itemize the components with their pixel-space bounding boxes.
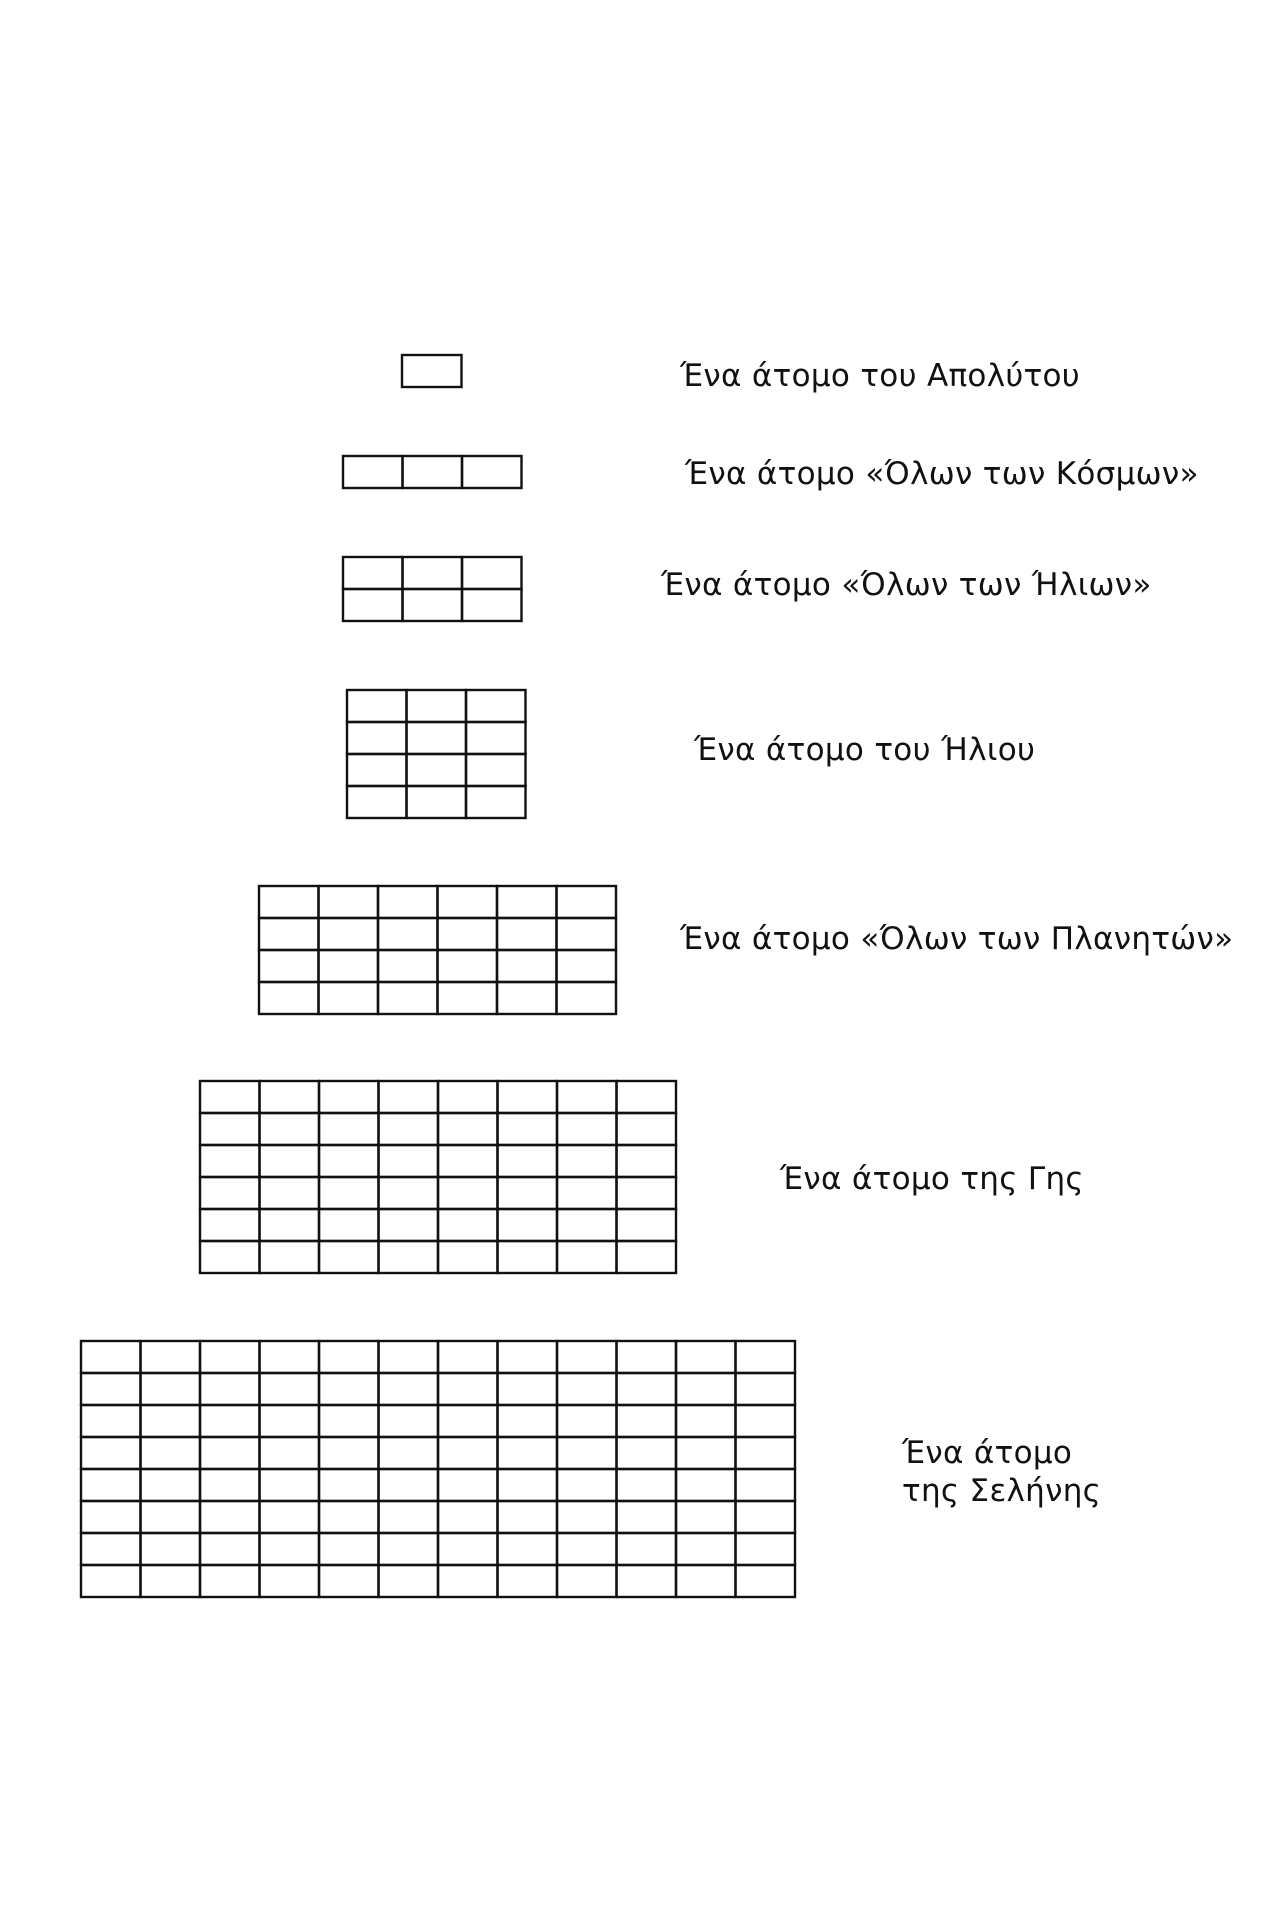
- grid-cell: [617, 1373, 677, 1405]
- grid-cell: [378, 886, 438, 918]
- label-atom-of-moon-line-1: Ένα άτομο: [902, 1435, 1073, 1471]
- grid-cell: [676, 1437, 736, 1469]
- grid-cell: [347, 786, 407, 818]
- grid-cell: [200, 1501, 260, 1533]
- grid-cell: [379, 1145, 439, 1177]
- grid-cell: [438, 1405, 498, 1437]
- grid-cell: [260, 1469, 320, 1501]
- grid-cell: [319, 1145, 379, 1177]
- grid-cell: [260, 1241, 320, 1273]
- grid-cell: [260, 1373, 320, 1405]
- grid-cell: [260, 1209, 320, 1241]
- grid-cell: [379, 1565, 439, 1597]
- grid-cell: [379, 1501, 439, 1533]
- grid-cell: [736, 1437, 796, 1469]
- grid-cell: [379, 1437, 439, 1469]
- grid-cell: [81, 1437, 141, 1469]
- grid-cell: [557, 1145, 617, 1177]
- grid-cell: [347, 722, 407, 754]
- grid-cell: [557, 1373, 617, 1405]
- grid-cell: [81, 1405, 141, 1437]
- grid-cell: [319, 918, 379, 950]
- label-atom-of-all-planets: Ένα άτομο «Όλων των Πλανητών»: [680, 921, 1234, 957]
- label-atom-of-absolute: Ένα άτομο του Απολύτου: [680, 358, 1081, 394]
- grid-cell: [736, 1405, 796, 1437]
- grid-cell: [557, 1533, 617, 1565]
- grid-cell: [498, 1373, 558, 1405]
- grid-cell: [498, 1437, 558, 1469]
- atom-grid-level-4: [347, 690, 526, 818]
- grid-cell: [438, 1501, 498, 1533]
- grid-cell: [557, 1177, 617, 1209]
- grid-cell: [141, 1341, 201, 1373]
- grid-cell: [141, 1437, 201, 1469]
- grid-cell: [736, 1373, 796, 1405]
- grid-cell: [200, 1113, 260, 1145]
- grid-cell: [141, 1405, 201, 1437]
- grid-cell: [557, 918, 617, 950]
- grid-cell: [259, 950, 319, 982]
- grid-cell: [141, 1501, 201, 1533]
- grid-cell: [81, 1469, 141, 1501]
- grid-cell: [319, 886, 379, 918]
- grid-cell: [617, 1565, 677, 1597]
- grid-cell: [259, 918, 319, 950]
- grid-cell: [498, 1501, 558, 1533]
- grid-cell: [498, 1113, 558, 1145]
- grid-cell: [462, 557, 522, 589]
- grid-cell: [319, 950, 379, 982]
- grid-cell: [260, 1501, 320, 1533]
- grid-cell: [200, 1469, 260, 1501]
- grid-cell: [438, 1469, 498, 1501]
- grid-cell: [347, 754, 407, 786]
- grid-cell: [438, 1241, 498, 1273]
- grid-cell: [200, 1177, 260, 1209]
- grid-cell: [438, 1145, 498, 1177]
- grid-cell: [403, 589, 463, 621]
- grid-cell: [498, 1405, 558, 1437]
- grid-cell: [438, 1209, 498, 1241]
- grid-cell: [379, 1405, 439, 1437]
- grid-cell: [319, 1113, 379, 1145]
- grid-cell: [403, 456, 463, 488]
- grid-cell: [736, 1469, 796, 1501]
- atom-grid-level-6: [200, 1081, 676, 1273]
- grid-cell: [497, 886, 557, 918]
- grid-cell: [557, 886, 617, 918]
- grid-cell: [498, 1241, 558, 1273]
- grid-cell: [81, 1501, 141, 1533]
- grid-cell: [319, 1177, 379, 1209]
- grid-cell: [676, 1405, 736, 1437]
- grid-cell: [497, 950, 557, 982]
- grid-cell: [466, 754, 526, 786]
- grid-cell: [260, 1565, 320, 1597]
- grid-cell: [498, 1081, 558, 1113]
- grid-cell: [557, 1341, 617, 1373]
- grid-cell: [200, 1241, 260, 1273]
- grid-cell: [736, 1533, 796, 1565]
- grid-cell: [466, 786, 526, 818]
- atom-grid-level-1: [402, 355, 462, 387]
- grid-cell: [617, 1145, 677, 1177]
- grid-cell: [676, 1469, 736, 1501]
- grid-cell: [403, 557, 463, 589]
- grid-cell: [379, 1241, 439, 1273]
- grid-cell: [438, 1437, 498, 1469]
- grid-cell: [466, 690, 526, 722]
- grid-cell: [557, 1501, 617, 1533]
- grid-cell: [260, 1533, 320, 1565]
- grid-cell: [617, 1177, 677, 1209]
- grid-cell: [407, 754, 467, 786]
- grid-cell: [676, 1501, 736, 1533]
- grid-cell: [617, 1533, 677, 1565]
- grid-cell: [617, 1405, 677, 1437]
- grid-cell: [319, 1565, 379, 1597]
- grid-cell: [557, 1437, 617, 1469]
- grid-cell: [343, 456, 403, 488]
- grid-cell: [260, 1405, 320, 1437]
- grid-cell: [379, 1373, 439, 1405]
- grid-cell: [438, 918, 498, 950]
- grid-cell: [347, 690, 407, 722]
- grid-cell: [379, 1533, 439, 1565]
- grid-cell: [497, 918, 557, 950]
- grid-cell: [260, 1177, 320, 1209]
- grid-cell: [462, 589, 522, 621]
- grid-cell: [200, 1209, 260, 1241]
- grid-cell: [379, 1113, 439, 1145]
- grid-cell: [343, 589, 403, 621]
- grid-cell: [438, 886, 498, 918]
- grid-cell: [141, 1373, 201, 1405]
- label-atom-of-all-suns: Ένα άτομο «Όλων των Ήλιων»: [661, 567, 1152, 603]
- grid-cell: [676, 1373, 736, 1405]
- grid-cell: [200, 1145, 260, 1177]
- grid-cell: [200, 1081, 260, 1113]
- grid-cell: [617, 1501, 677, 1533]
- grid-cell: [319, 1081, 379, 1113]
- grid-cell: [557, 1469, 617, 1501]
- grid-cell: [617, 1209, 677, 1241]
- label-atom-of-earth: Ένα άτομο της Γης: [780, 1161, 1084, 1197]
- grid-cell: [407, 690, 467, 722]
- grid-cell: [438, 1081, 498, 1113]
- grid-cell: [498, 1565, 558, 1597]
- grid-cell: [319, 1501, 379, 1533]
- grid-cell: [402, 355, 462, 387]
- grid-cell: [407, 722, 467, 754]
- grid-cell: [319, 1209, 379, 1241]
- grid-cell: [438, 982, 498, 1014]
- grid-cell: [319, 1533, 379, 1565]
- label-atom-of-sun: Ένα άτομο του Ήλιου: [694, 732, 1036, 768]
- grid-cell: [260, 1341, 320, 1373]
- grid-cell: [736, 1341, 796, 1373]
- grid-cell: [319, 1437, 379, 1469]
- grid-cell: [379, 1469, 439, 1501]
- grid-cell: [378, 982, 438, 1014]
- grid-cell: [200, 1533, 260, 1565]
- grid-cell: [557, 1241, 617, 1273]
- grid-cell: [617, 1081, 677, 1113]
- grid-cell: [557, 982, 617, 1014]
- grid-cell: [141, 1565, 201, 1597]
- grid-cell: [498, 1209, 558, 1241]
- atom-grid-level-2: [343, 456, 522, 488]
- grid-cell: [260, 1081, 320, 1113]
- atom-grid-level-5: [259, 886, 616, 1014]
- grid-cell: [438, 1533, 498, 1565]
- grid-cell: [557, 1209, 617, 1241]
- grid-cell: [319, 1241, 379, 1273]
- grid-cell: [319, 1405, 379, 1437]
- grid-cell: [557, 1405, 617, 1437]
- label-atom-of-all-worlds: Ένα άτομο «Όλων των Κόσμων»: [685, 456, 1199, 492]
- grid-cell: [259, 886, 319, 918]
- grid-cell: [498, 1469, 558, 1501]
- label-atom-of-moon-line-2: της Σελήνης: [902, 1473, 1102, 1509]
- grid-cell: [466, 722, 526, 754]
- grid-cell: [260, 1145, 320, 1177]
- grid-cell: [617, 1341, 677, 1373]
- grid-cell: [141, 1533, 201, 1565]
- grid-cell: [141, 1469, 201, 1501]
- grid-cell: [617, 1113, 677, 1145]
- grid-cell: [200, 1341, 260, 1373]
- grid-cell: [438, 950, 498, 982]
- grid-cell: [498, 1145, 558, 1177]
- grid-cell: [200, 1565, 260, 1597]
- grid-cell: [319, 982, 379, 1014]
- grid-cell: [617, 1437, 677, 1469]
- grid-cell: [81, 1373, 141, 1405]
- grid-cell: [260, 1113, 320, 1145]
- grid-cell: [379, 1341, 439, 1373]
- grid-cell: [438, 1565, 498, 1597]
- grid-cell: [378, 950, 438, 982]
- grid-cell: [200, 1373, 260, 1405]
- grid-cell: [438, 1113, 498, 1145]
- grid-cell: [736, 1565, 796, 1597]
- grid-cell: [438, 1373, 498, 1405]
- grid-cell: [498, 1533, 558, 1565]
- grid-cell: [319, 1373, 379, 1405]
- grid-cell: [676, 1565, 736, 1597]
- grid-cell: [497, 982, 557, 1014]
- grid-cell: [462, 456, 522, 488]
- grid-cell: [81, 1565, 141, 1597]
- grid-cell: [81, 1533, 141, 1565]
- grid-cell: [617, 1469, 677, 1501]
- grid-cell: [617, 1241, 677, 1273]
- grid-cell: [736, 1501, 796, 1533]
- grid-cell: [676, 1341, 736, 1373]
- grid-cell: [379, 1177, 439, 1209]
- grid-cell: [343, 557, 403, 589]
- grid-cell: [319, 1341, 379, 1373]
- atom-grid-level-3: [343, 557, 522, 621]
- grid-cell: [378, 918, 438, 950]
- grid-cell: [260, 1437, 320, 1469]
- grid-cell: [557, 950, 617, 982]
- grid-cell: [557, 1081, 617, 1113]
- grid-cell: [319, 1469, 379, 1501]
- grid-cell: [200, 1405, 260, 1437]
- label-atom-of-moon: [902, 1434, 1122, 1510]
- grid-cell: [438, 1177, 498, 1209]
- grid-cell: [438, 1341, 498, 1373]
- grid-cell: [557, 1565, 617, 1597]
- grid-cell: [407, 786, 467, 818]
- grid-cell: [676, 1533, 736, 1565]
- grid-cell: [498, 1177, 558, 1209]
- grid-cell: [200, 1437, 260, 1469]
- grid-cell: [498, 1341, 558, 1373]
- grid-cell: [81, 1341, 141, 1373]
- atom-grid-level-7: [81, 1341, 795, 1597]
- grid-cell: [379, 1209, 439, 1241]
- grid-cell: [259, 982, 319, 1014]
- grid-cell: [557, 1113, 617, 1145]
- grid-cell: [379, 1081, 439, 1113]
